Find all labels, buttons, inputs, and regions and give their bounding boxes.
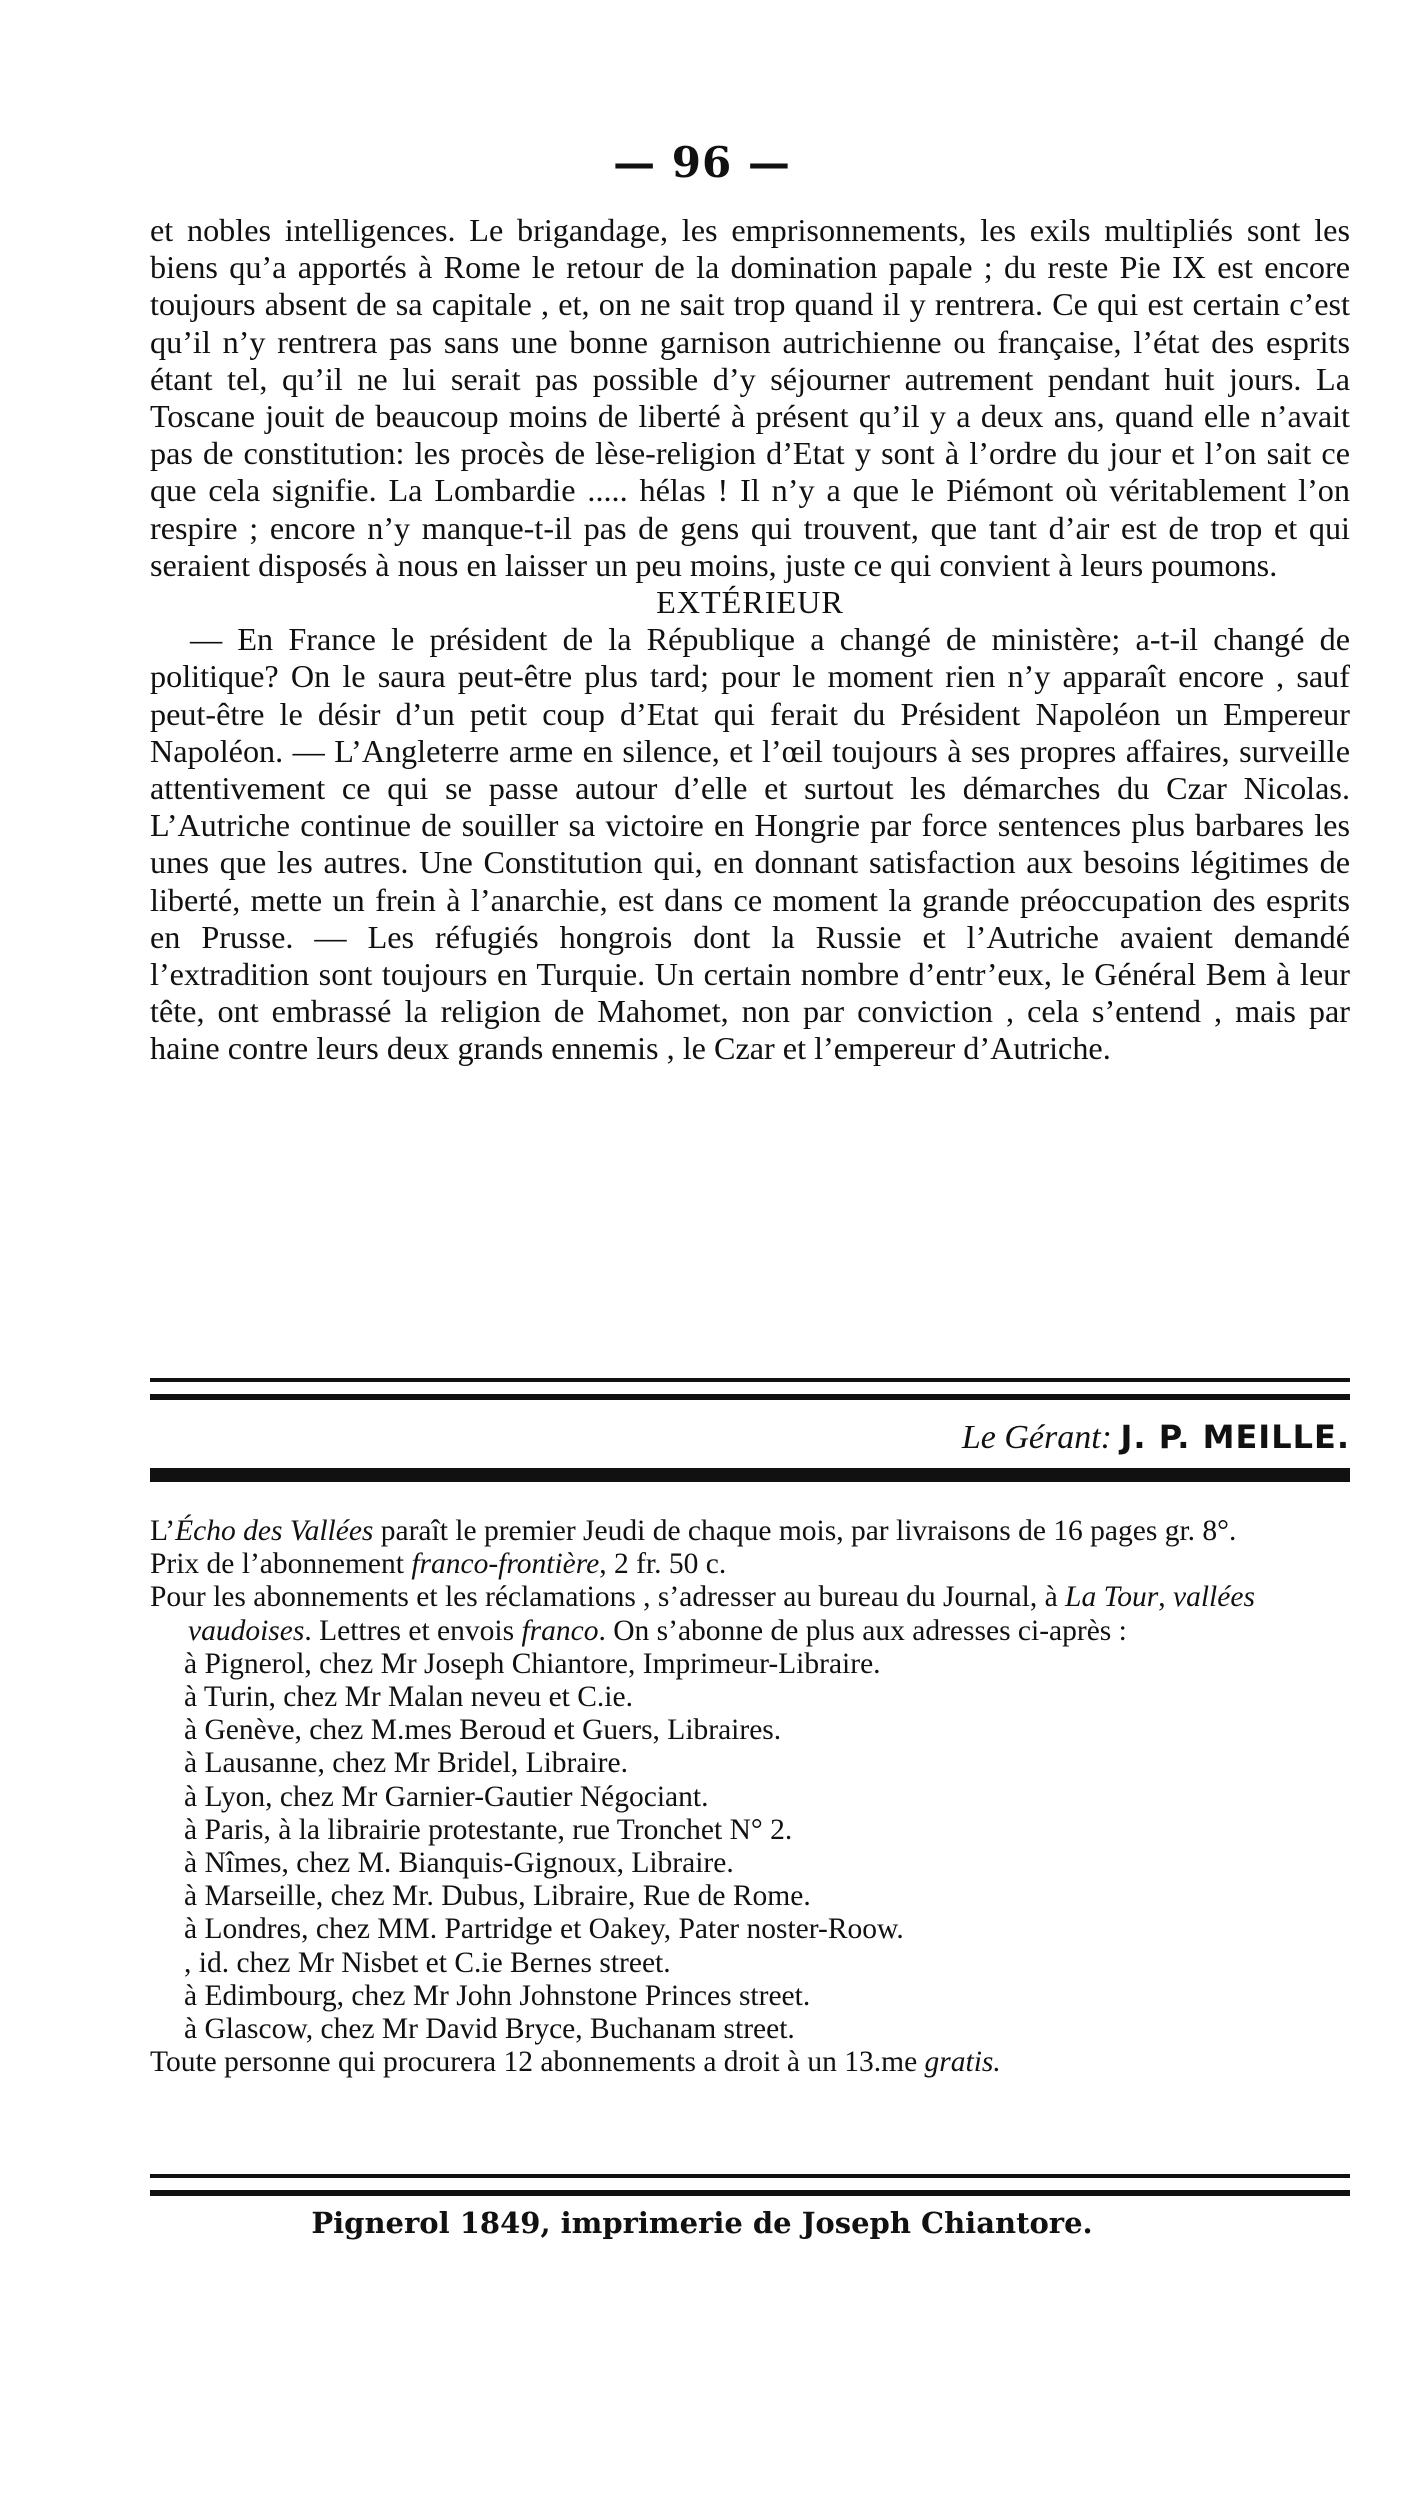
price-terms: franco-frontière: [411, 1548, 600, 1581]
page-number: — 96 —: [613, 138, 791, 187]
publication-details: paraît le premier Jeudi de chaque mois, par livraisons de 16 pages gr. 8°.: [373, 1515, 1237, 1547]
notice-price: [150, 1548, 1350, 1581]
contact-place: La Tour: [1065, 1581, 1159, 1614]
paragraph-exterieur: — En France le président de la République a changé de ministère; a-t-il changé de politique? On le saura peut-être plus tard; pour le moment rien n’y apparaît encore , sauf peut-être le désir d’un petit coup d’Etat qui ferait du Président Napoléon un Empereur Napoléon. — L’Angleterre arme en silence, et l’œil toujours à ses propres affaires, surveille attentivement ce qui se passe autour d’elle et surtout les démarches du Czar Nicolas. L’Autriche continue de souiller sa victoire en Hongrie par force sentences plus barbares les unes que les autres. Une Constitution qui, en donnant satisfaction aux besoins légitimes de liberté, mette un frein à l’anarchie, est dans ce moment la grande préoccupation des esprits en Prusse. — Les réfugiés hongrois dont la Russie et l’Autriche avaient demandé l’extradition sont toujours en Turquie. Un certain nombre d’entr’eux, le Général Bem à leur tête, ont embrassé la religion de Mahomet, non par conviction , cela s’entend , mais par haine contre leurs deux grands ennemis , le Czar et l’empereur d’Autriche.: [150, 621, 1350, 1067]
price-amount: , 2 fr. 50 c.: [599, 1548, 727, 1581]
contact-mid: . Lettres et envois: [304, 1614, 522, 1647]
contact-franco: franco: [521, 1614, 599, 1647]
gerant-name: J. P. MEILLE.: [1120, 1418, 1350, 1456]
contact-region: vallées vaudoises: [188, 1581, 1255, 1647]
journal-title: Écho des Vallées: [175, 1515, 374, 1547]
address-item: , id. chez Mr Nisbet et C.ie Bernes street.: [184, 1946, 671, 1979]
address-item: à Lyon, chez Mr Garnier-Gautier Négociant.: [184, 1780, 709, 1813]
closing-text: Toute personne qui procurera 12 abonnements a droit à un 13.me: [150, 2046, 925, 2079]
contact-intro: Pour les abonnements et les réclamations , s’adresser au bureau du Journal, à: [150, 1581, 1066, 1614]
address-item: à Pignerol, chez Mr Joseph Chiantore, Imprimeur-Libraire.: [184, 1647, 881, 1680]
address-item: à Lausanne, chez Mr Bridel, Libraire.: [184, 1747, 628, 1780]
contact-sep: ,: [1158, 1581, 1174, 1614]
address-item: à Genève, chez M.mes Beroud et Guers, Libraires.: [184, 1714, 782, 1747]
subscription-notice: [150, 1515, 1350, 2079]
notice-contact: [150, 1581, 1350, 1647]
closing-gratis: gratis.: [924, 2046, 1001, 2079]
address-item: à Nîmes, chez M. Bianquis-Gignoux, Libraire.: [184, 1847, 734, 1880]
separator-rule-top: [150, 1378, 1350, 1400]
printer-imprint: Pignerol 1849, imprimerie de Joseph Chiantore.: [311, 2206, 1093, 2240]
address-item: à Paris, à la librairie protestante, rue Tronchet N° 2.: [184, 1813, 793, 1846]
notice-publication: [150, 1515, 1350, 1548]
address-item: à Turin, chez Mr Malan neveu et C.ie.: [184, 1681, 633, 1714]
separator-rule-bold: [150, 1468, 1350, 1482]
address-item: à Edimbourg, chez Mr John Johnstone Princes street.: [184, 1979, 811, 2012]
price-label: Prix de l’abonnement: [150, 1548, 412, 1581]
address-item: à Londres, chez MM. Partridge et Oakey, Pater noster-Roow.: [184, 1913, 904, 1946]
paragraph-interieur: et nobles intelligences. Le brigandage, les emprisonnements, les exils multipliés sont les biens qu’a apportés à Rome le retour de la domination papale ; du reste Pie IX est encore toujours absent de sa capitale , et, on ne sait trop quand il y rentrera. Ce qui est certain c’est qu’il n’y rentrera pas sans une bonne garnison autrichienne ou française, l’état des esprits étant tel, qu’il ne lui serait pas possible d’y séjourner autrement pendant huit jours. La Toscane jouit de beaucoup moins de liberté à présent qu’il y a deux ans, quand elle n’avait pas de constitution: les procès de lèse-religion d’Etat y sont à l’ordre du jour et l’on sait ce que cela signifie. La Lombardie ..... hélas ! Il n’y a que le Piémont où véritablement l’on respire ; encore n’y manque-t-il pas de gens qui trouvent, que tant d’air est de trop et qui seraient disposés à nous en laisser un peu moins, juste ce qui convient à leurs poumons.: [150, 212, 1350, 583]
separator-rule-bottom: [150, 2174, 1350, 2196]
gerant-line: [962, 1418, 1350, 1457]
notice-closing: [150, 2046, 1350, 2079]
main-text: [150, 212, 1350, 1068]
section-heading: EXTÉRIEUR: [656, 584, 844, 621]
l-prefix: L’: [150, 1515, 176, 1547]
address-item: à Glascow, chez Mr David Bryce, Buchanam street.: [184, 2013, 795, 2046]
address-item: à Marseille, chez Mr. Dubus, Libraire, Rue de Rome.: [184, 1880, 811, 1913]
contact-after: . On s’abonne de plus aux adresses ci-après :: [598, 1614, 1127, 1647]
gerant-role: Le Gérant:: [961, 1419, 1113, 1456]
